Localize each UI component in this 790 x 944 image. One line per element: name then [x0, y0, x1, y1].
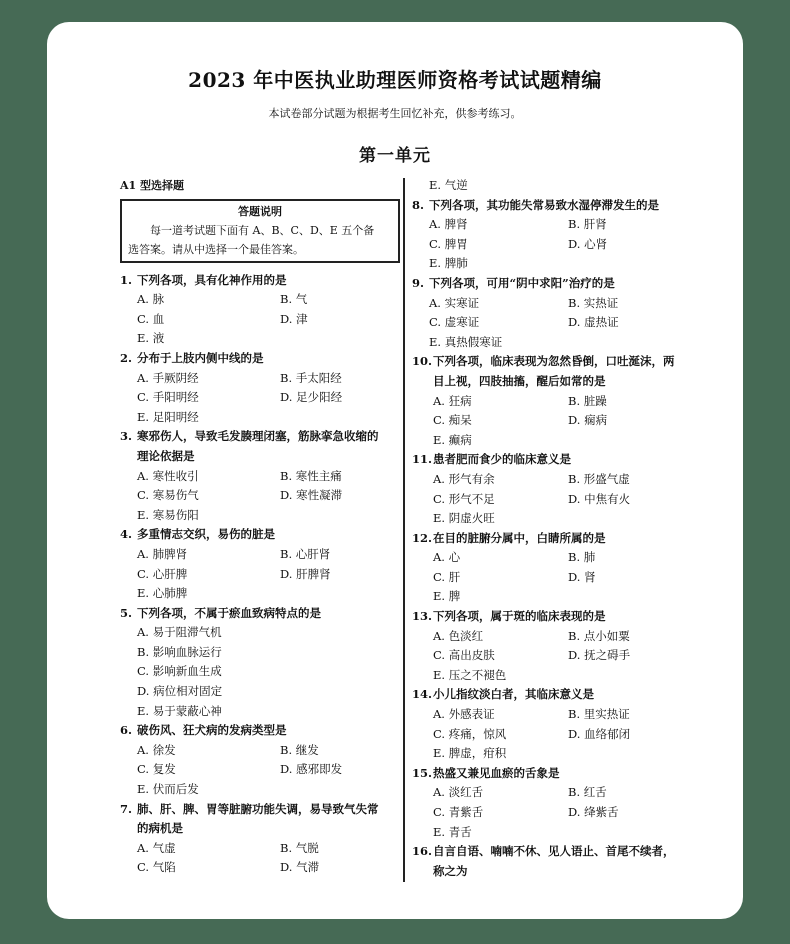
question-stem: [412, 529, 697, 549]
question-stem: [412, 607, 697, 627]
option-row: [120, 780, 400, 800]
question-stem: [120, 271, 400, 291]
question-stem-text: 的病机是: [137, 821, 183, 836]
answer-option: C. 虚寒证: [429, 315, 480, 330]
question-number: 6.: [120, 723, 133, 738]
answer-option: D. 痫病: [568, 413, 608, 428]
question-stem-text: 自言自语、喃喃不休、见人语止、首尾不续者，: [433, 844, 675, 859]
answer-option: D. 血络郁闭: [568, 726, 631, 741]
option-row: [120, 545, 400, 565]
question-stem: [120, 721, 400, 741]
answer-option: E. 寒易伤阳: [137, 507, 199, 522]
answer-option: A. 肺脾肾: [137, 546, 188, 561]
answer-option: A. 实寒证: [429, 295, 480, 310]
question-stem: [120, 349, 400, 369]
answer-option: D. 寒性凝滞: [280, 488, 343, 503]
question-number: 9.: [412, 275, 425, 290]
question-stem-text: 分布于上肢内侧中线的是: [137, 350, 264, 365]
question-number: 12.: [412, 530, 433, 545]
question-stem: [120, 427, 400, 447]
answer-option: C. 寒易伤气: [137, 488, 199, 503]
option-row: [120, 741, 400, 761]
question-stem-text: 称之为: [433, 863, 468, 878]
answer-option: A. 淡红舌: [433, 785, 484, 800]
answer-option: B. 红舌: [568, 785, 607, 800]
answer-option: B. 肝肾: [568, 217, 607, 232]
answer-option: D. 津: [280, 311, 308, 326]
question-stem: [412, 842, 697, 862]
answer-option: C. 肝: [433, 569, 461, 584]
option-row: [412, 392, 697, 412]
question-stem-text: 下列各项，属于斑的临床表现的是: [433, 609, 606, 624]
question-stem: [412, 274, 697, 294]
option-row: [120, 839, 400, 859]
answer-option: B. 手太阳经: [280, 370, 342, 385]
option-row: [412, 411, 697, 431]
option-row: [412, 803, 697, 823]
answer-option: A. 气虚: [137, 840, 176, 855]
option-row: [412, 215, 697, 235]
right-column: [412, 176, 697, 881]
answer-option: B. 形盛气虚: [568, 471, 630, 486]
question-stem-text: 下列各项，不属于瘀血致病特点的是: [137, 605, 321, 620]
question-stem-text: 目上视，四肢抽搐，醒后如常的是: [433, 373, 606, 388]
answer-option: E. 气逆: [429, 178, 468, 192]
instructions-line: 选答案。请从中选择一个最佳答案。: [128, 243, 304, 257]
answer-option: D. 足少阳经: [280, 390, 343, 405]
answer-option: D. 中焦有火: [568, 491, 631, 506]
question-number: 7.: [120, 801, 133, 816]
question-number: 8.: [412, 197, 425, 212]
answer-option: D. 绛紫舌: [568, 805, 619, 819]
question-stem: [120, 800, 400, 820]
answer-option: D. 虚热证: [568, 315, 619, 330]
answer-option: D. 抚之碍手: [568, 648, 631, 663]
answer-option: E. 足阳明经: [137, 409, 199, 424]
question-stem-text: 小儿指纹淡白者，其临床意义是: [433, 687, 594, 702]
answer-option: E. 心肺脾: [137, 586, 188, 601]
answer-option: B. 继发: [280, 742, 319, 757]
option-row: [120, 623, 400, 643]
option-row: [412, 470, 697, 490]
question-stem: [120, 525, 400, 545]
option-row: [412, 431, 697, 451]
answer-option: E. 癫病: [433, 432, 472, 447]
answer-option: E. 脾肺: [429, 256, 468, 271]
question-stem: [120, 819, 400, 839]
question-number: 5.: [120, 605, 133, 620]
option-row: [412, 333, 697, 353]
option-row: [412, 705, 697, 725]
answer-option: E. 阴虚火旺: [433, 511, 495, 526]
answer-option: B. 肺: [568, 550, 596, 565]
answer-option: E. 真热假寒证: [429, 334, 503, 349]
question-stem-text: 患者肥而食少的临床意义是: [433, 452, 571, 467]
question-number: 3.: [120, 429, 133, 444]
answer-option: D. 肝脾肾: [280, 566, 331, 581]
question-stem: [412, 196, 697, 216]
instructions-box: [120, 199, 400, 263]
question-stem: [412, 764, 697, 784]
question-stem-text: 下列各项，其功能失常易致水湿停滞发生的是: [429, 197, 659, 212]
answer-option: A. 外感表证: [433, 707, 495, 722]
option-row: [120, 486, 400, 506]
document-title: 2023 年中医执业助理医师资格考试试题精编: [188, 68, 602, 92]
option-row: [120, 369, 400, 389]
document-subtitle: 本试卷部分试题为根据考生回忆补充，供参考练习。: [268, 107, 522, 120]
question-stem: [412, 372, 697, 392]
option-row: [120, 584, 400, 604]
section-label: A1 型选择题: [120, 179, 185, 192]
option-row: [412, 235, 697, 255]
answer-option: A. 脾肾: [429, 217, 468, 232]
answer-option: A. 脉: [137, 292, 165, 307]
answer-option: C. 心肝脾: [137, 566, 188, 581]
answer-option: A. 易于阻滞气机: [137, 625, 222, 640]
option-row: [120, 388, 400, 408]
question-stem: [412, 685, 697, 705]
answer-option: C. 青紫舌: [433, 805, 484, 819]
question-number: 4.: [120, 527, 133, 542]
question-number: 14.: [412, 687, 433, 702]
question-number: 13.: [412, 609, 433, 624]
answer-option: E. 青舌: [433, 824, 472, 839]
answer-option: C. 形气不足: [433, 491, 495, 506]
answer-option: D. 气滞: [280, 860, 320, 875]
question-stem: [120, 447, 400, 467]
option-row: [412, 294, 697, 314]
answer-option: C. 疼痛，惊风: [433, 726, 507, 741]
answer-option: E. 易于蒙蔽心神: [137, 703, 222, 718]
left-column: [120, 176, 400, 878]
question-stem-text: 破伤风、狂犬病的发病类型是: [137, 723, 287, 738]
question-number: 2.: [120, 350, 133, 365]
question-stem-text: 下列各项，可用“阴中求阳”治疗的是: [429, 275, 615, 290]
question-number: 16.: [412, 844, 433, 859]
question-number: 15.: [412, 765, 433, 780]
answer-option: B. 实热证: [568, 295, 619, 310]
answer-option: B. 寒性主痛: [280, 468, 342, 483]
answer-option: B. 气: [280, 292, 308, 307]
option-row: [412, 568, 697, 588]
answer-option: C. 影响新血生成: [137, 664, 222, 679]
answer-option: D. 病位相对固定: [137, 684, 223, 699]
option-row: [120, 408, 400, 428]
question-stem-text: 下列各项，具有化神作用的是: [137, 272, 287, 287]
answer-option: C. 痴呆: [433, 413, 472, 428]
option-row: [412, 725, 697, 745]
answer-option: D. 肾: [568, 569, 596, 584]
option-row: [120, 702, 400, 722]
answer-option: B. 气脱: [280, 840, 319, 855]
answer-option: A. 手厥阴经: [137, 370, 199, 385]
answer-option: C. 气陷: [137, 860, 176, 875]
option-row: [120, 506, 400, 526]
option-row: [120, 682, 400, 702]
question-stem: [412, 450, 697, 470]
option-row: [120, 290, 400, 310]
question-stem: [412, 352, 697, 372]
option-row: [412, 490, 697, 510]
answer-option: B. 里实热证: [568, 707, 630, 722]
option-row: [412, 646, 697, 666]
question-stem-text: 寒邪伤人，导致毛发腠理闭塞，筋脉挛急收缩的: [137, 429, 379, 444]
option-row: [412, 176, 697, 196]
instructions-title: 答题说明: [238, 204, 282, 218]
question-stem: [120, 604, 400, 624]
answer-option: D. 感邪即发: [280, 762, 343, 777]
option-row: [412, 587, 697, 607]
option-row: [120, 329, 400, 349]
answer-option: C. 复发: [137, 762, 176, 777]
answer-option: B. 点小如粟: [568, 628, 630, 643]
option-row: [412, 313, 697, 333]
answer-option: E. 压之不褪色: [433, 667, 507, 682]
question-stem: [412, 862, 697, 882]
option-row: [120, 467, 400, 487]
answer-option: A. 形气有余: [433, 471, 495, 486]
answer-option: C. 高出皮肤: [433, 648, 495, 663]
question-stem-text: 热盛又兼见血瘀的舌象是: [433, 765, 560, 780]
question-stem-text: 在目的脏腑分属中，白睛所属的是: [433, 530, 606, 545]
option-row: [120, 760, 400, 780]
answer-option: E. 脾: [433, 589, 461, 604]
answer-option: C. 脾胃: [429, 236, 468, 251]
option-row: [412, 627, 697, 647]
option-row: [412, 783, 697, 803]
question-stem-text: 多重情志交织，易伤的脏是: [137, 527, 275, 542]
answer-option: A. 徐发: [137, 742, 176, 757]
instructions-line: 每一道考试题下面有 A、B、C、D、E 五个备: [128, 223, 375, 237]
answer-option: A. 色淡红: [433, 628, 484, 643]
option-row: [412, 823, 697, 843]
answer-option: A. 心: [433, 550, 461, 565]
question-stem-text: 肺、肝、脾、胃等脏腑功能失调，易导致气失常: [137, 801, 379, 816]
question-number: 10.: [412, 354, 433, 369]
question-number: 1.: [120, 272, 133, 287]
answer-option: C. 血: [137, 311, 165, 326]
option-row: [120, 662, 400, 682]
option-row: [412, 548, 697, 568]
question-stem-text: 下列各项，临床表现为忽然昏倒，口吐涎沫，两: [433, 354, 675, 369]
unit-heading: 第一单元: [359, 146, 431, 166]
answer-option: E. 伏而后发: [137, 782, 199, 797]
answer-option: C. 手阳明经: [137, 390, 199, 405]
option-row: [412, 509, 697, 529]
option-row: [120, 565, 400, 585]
answer-option: A. 寒性收引: [137, 468, 199, 483]
option-row: [120, 310, 400, 330]
answer-option: B. 心肝肾: [280, 546, 331, 561]
column-divider: [403, 178, 405, 882]
option-row: [120, 858, 400, 878]
answer-option: B. 脏躁: [568, 393, 607, 408]
question-number: 11.: [412, 452, 433, 467]
option-row: [412, 666, 697, 686]
answer-option: A. 狂病: [433, 393, 472, 408]
option-row: [412, 744, 697, 764]
answer-option: B. 影响血脉运行: [137, 644, 222, 659]
option-row: [120, 643, 400, 663]
answer-option: D. 心肾: [568, 236, 608, 251]
option-row: [412, 254, 697, 274]
question-stem-text: 理论依据是: [137, 448, 195, 463]
answer-option: E. 脾虚，疳积: [433, 746, 507, 761]
answer-option: E. 液: [137, 331, 165, 346]
